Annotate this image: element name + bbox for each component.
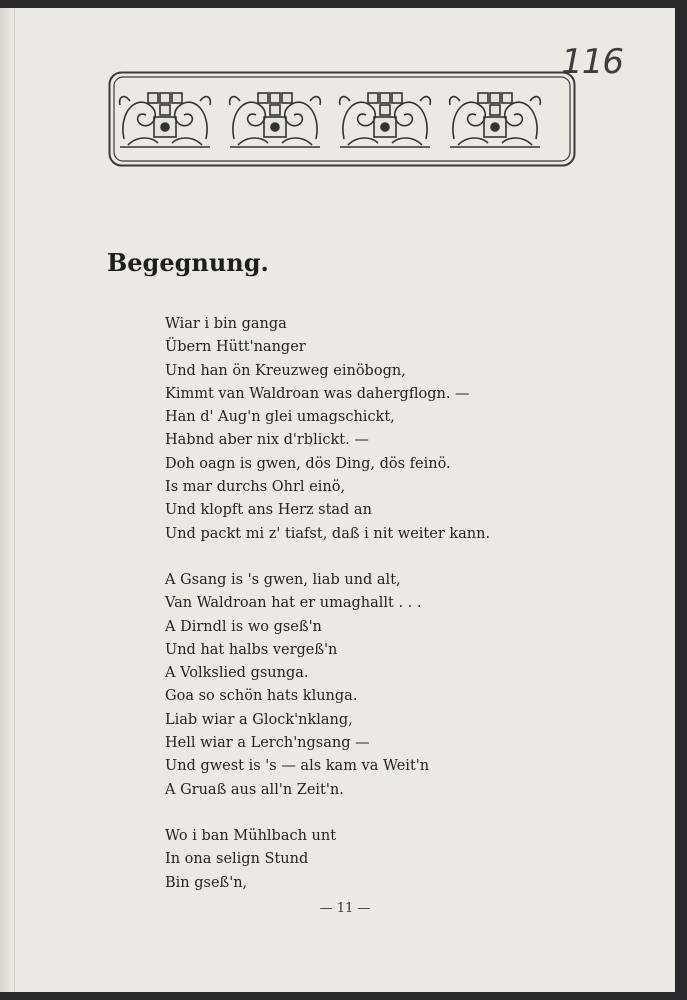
verse-line: Han d' Aug'n glei umagschickt,	[165, 409, 395, 426]
stanza-2	[165, 569, 605, 802]
poem-title: Begegnung.	[107, 248, 269, 277]
verse-line: Habnd aber nix d'rblickt. —	[165, 432, 369, 449]
verse-line: Und klopft ans Herz stad an	[165, 502, 372, 519]
verse-line: Doh oagn is gwen, dös Ding, dös feinö.	[165, 455, 451, 472]
verse-line: Wiar i bin ganga	[165, 316, 287, 332]
verse-line: Van Waldroan hat er umaghallt . . .	[165, 595, 422, 612]
verse-line: A Gruaß aus all'n Zeit'n.	[165, 781, 344, 798]
verse-line: Übern Hütt'nanger	[165, 339, 306, 356]
verse-line: In ona selign Stund	[165, 851, 309, 868]
verse-line: Wo i ban Mühlbach unt	[165, 827, 337, 844]
verse-line: Is mar durchs Ohrl einö,	[165, 479, 346, 496]
verse-line: Hell wiar a Lerch'ngsang —	[165, 735, 370, 752]
ornamental-header-border	[108, 71, 576, 167]
verse-line: A Dirndl is wo gseß'n	[165, 618, 322, 635]
stanza-1	[165, 313, 605, 546]
verse-line: Kimmt van Waldroan was dahergflogn. —	[165, 385, 470, 402]
verse-line: Bin gseß'n,	[165, 874, 248, 891]
verse-line: Goa so schön hats klunga.	[165, 688, 358, 705]
poem-body	[165, 313, 605, 918]
verse-line: Und gwest is 's — als kam va Weit'n	[165, 758, 430, 775]
page-number: — 11 —	[319, 901, 371, 916]
archive-number: 116	[561, 42, 623, 82]
page-spine	[0, 8, 14, 992]
verse-line: Und packt mi z' tiafst, daß i nit weiter kann.	[165, 525, 491, 542]
book-page	[14, 8, 675, 992]
verse-line: A Volkslied gsunga.	[165, 665, 309, 682]
stanza-3	[165, 825, 605, 895]
verse-line: A Gsang is 's gwen, liab und alt,	[165, 571, 401, 588]
verse-line: Liab wiar a Glock'nklang,	[165, 711, 353, 728]
verse-line: Und han ön Kreuzweg einöbogn,	[165, 362, 406, 379]
verse-line: Und hat halbs vergeß'n	[165, 641, 338, 658]
